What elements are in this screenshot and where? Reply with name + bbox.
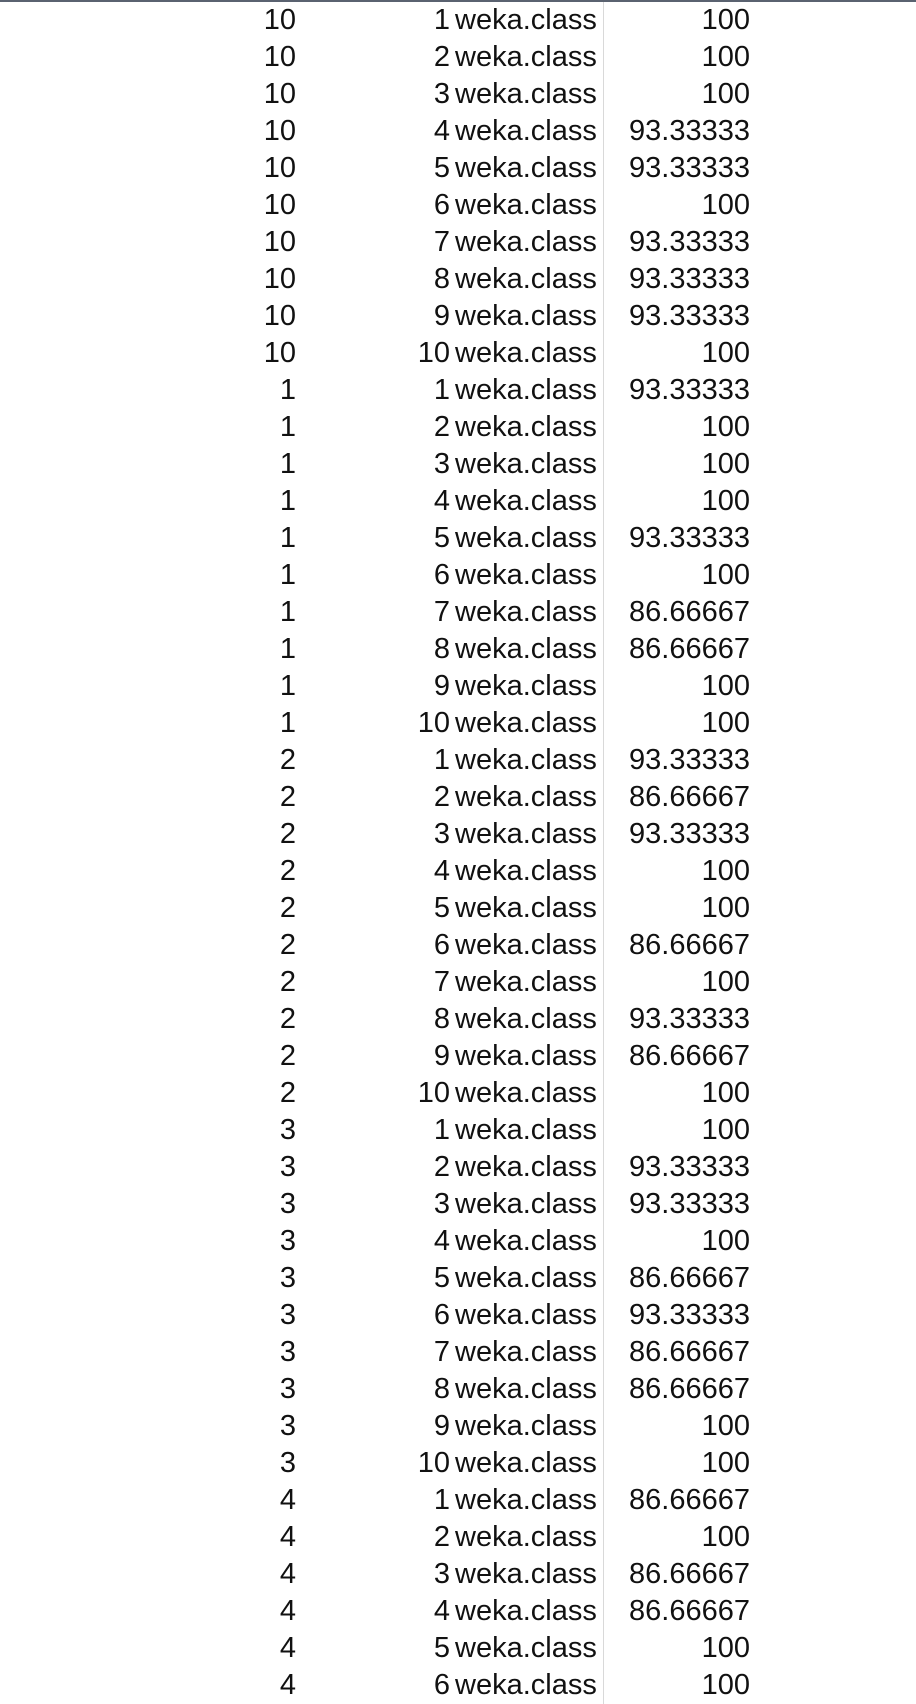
cell-run[interactable]: 3 [279,1373,296,1405]
cell-scheme[interactable]: weka.class [455,113,604,150]
cell-scheme[interactable]: weka.class [455,927,604,964]
cell-fold[interactable]: 9 [433,300,450,332]
cell-percent-correct[interactable]: 93.33333 [629,1188,750,1220]
cell-fold[interactable]: 3 [433,1188,450,1220]
cell-scheme[interactable]: weka.class [455,39,604,76]
cell-fold[interactable]: 8 [433,1003,450,1035]
cell-scheme[interactable]: weka.class [455,483,604,520]
cell-scheme[interactable]: weka.class [455,1038,604,1075]
cell-fold[interactable]: 1 [433,744,450,776]
cell-scheme[interactable]: weka.class [455,1371,604,1408]
table-row [0,1149,916,1186]
cell-run[interactable]: 10 [263,189,296,221]
table-row [0,927,916,964]
cell-run[interactable]: 2 [279,1077,296,1109]
cell-run[interactable]: 3 [279,1262,296,1294]
cell-scheme[interactable]: weka.class [455,668,604,705]
cell-fold[interactable]: 8 [433,633,450,665]
table-row [0,1260,916,1297]
cell-percent-correct[interactable]: 100 [701,1669,750,1701]
cell-run[interactable]: 3 [279,1114,296,1146]
cell-scheme[interactable]: weka.class [455,1667,604,1704]
cell-fold[interactable]: 3 [433,78,450,110]
cell-fold[interactable]: 10 [417,1447,450,1479]
cell-scheme[interactable]: weka.class [455,890,604,927]
cell-percent-correct[interactable]: 93.33333 [629,263,750,295]
cell-run[interactable]: 1 [279,633,296,665]
table-row [0,409,916,446]
cell-fold[interactable]: 6 [433,559,450,591]
cell-run[interactable]: 3 [279,1151,296,1183]
table-row [0,964,916,1001]
table-row [0,1112,916,1149]
cell-fold[interactable]: 10 [417,707,450,739]
table-row [0,1408,916,1445]
cell-run[interactable]: 2 [279,855,296,887]
cell-scheme[interactable]: weka.class [455,372,604,409]
table-row [0,853,916,890]
cell-percent-correct[interactable]: 100 [701,1225,750,1257]
cell-percent-correct[interactable]: 93.33333 [629,744,750,776]
cell-fold[interactable]: 3 [433,1558,450,1590]
cell-fold[interactable]: 4 [433,115,450,147]
cell-percent-correct[interactable]: 100 [701,189,750,221]
cell-fold[interactable]: 10 [417,337,450,369]
cell-run[interactable]: 1 [279,670,296,702]
table-row [0,594,916,631]
cell-scheme[interactable]: weka.class [455,1593,604,1630]
table-row [0,520,916,557]
cell-percent-correct[interactable]: 86.66667 [629,1484,750,1516]
table-row [0,1630,916,1667]
cell-scheme[interactable]: weka.class [455,557,604,594]
cell-run[interactable]: 4 [279,1632,296,1664]
cell-run[interactable]: 10 [263,78,296,110]
cell-run[interactable]: 2 [279,744,296,776]
table-row [0,816,916,853]
cell-fold[interactable]: 1 [433,4,450,36]
cell-scheme[interactable]: weka.class [455,1297,604,1334]
cell-run[interactable]: 3 [279,1410,296,1442]
cell-scheme[interactable]: weka.class [455,1001,604,1038]
table-row [0,446,916,483]
cell-scheme[interactable]: weka.class [455,631,604,668]
table-row [0,1445,916,1482]
cell-run[interactable]: 10 [263,337,296,369]
cell-scheme[interactable]: weka.class [455,1630,604,1667]
cell-percent-correct[interactable]: 100 [701,892,750,924]
cell-fold[interactable]: 5 [433,1262,450,1294]
cell-scheme[interactable]: weka.class [455,779,604,816]
cell-scheme[interactable]: weka.class [455,446,604,483]
cell-percent-correct[interactable]: 100 [701,707,750,739]
cell-scheme[interactable]: weka.class [455,1149,604,1186]
cell-run[interactable]: 2 [279,781,296,813]
table-row [0,2,916,39]
cell-run[interactable]: 1 [279,485,296,517]
cell-percent-correct[interactable]: 86.66667 [629,596,750,628]
cell-percent-correct[interactable]: 100 [701,411,750,443]
table-row [0,1593,916,1630]
cell-percent-correct[interactable]: 86.66667 [629,1595,750,1627]
cell-percent-correct[interactable]: 100 [701,4,750,36]
cell-percent-correct[interactable]: 93.33333 [629,226,750,258]
cell-percent-correct[interactable]: 86.66667 [629,633,750,665]
cell-fold[interactable]: 2 [433,411,450,443]
cell-run[interactable]: 2 [279,929,296,961]
cell-scheme[interactable]: weka.class [455,1556,604,1593]
cell-fold[interactable]: 2 [433,781,450,813]
cell-percent-correct[interactable]: 100 [701,1077,750,1109]
table-row [0,1482,916,1519]
cell-fold[interactable]: 2 [433,1521,450,1553]
cell-run[interactable]: 10 [263,263,296,295]
cell-percent-correct[interactable]: 86.66667 [629,1373,750,1405]
cell-percent-correct[interactable]: 86.66667 [629,1040,750,1072]
cell-percent-correct[interactable]: 100 [701,337,750,369]
cell-percent-correct[interactable]: 86.66667 [629,1558,750,1590]
table-row [0,1001,916,1038]
cell-fold[interactable]: 9 [433,1410,450,1442]
table-row [0,779,916,816]
cell-percent-correct[interactable]: 93.33333 [629,818,750,850]
cell-fold[interactable]: 1 [433,1484,450,1516]
cell-fold[interactable]: 4 [433,855,450,887]
cell-fold[interactable]: 8 [433,1373,450,1405]
cell-percent-correct[interactable]: 93.33333 [629,1151,750,1183]
cell-percent-correct[interactable]: 100 [701,78,750,110]
cell-fold[interactable]: 10 [417,1077,450,1109]
cell-fold[interactable]: 4 [433,1225,450,1257]
cell-run[interactable]: 10 [263,41,296,73]
table-row [0,1667,916,1704]
cell-scheme[interactable]: weka.class [455,2,604,39]
table-row [0,1186,916,1223]
cell-fold[interactable]: 2 [433,41,450,73]
cell-scheme[interactable]: weka.class [455,1223,604,1260]
table-row [0,261,916,298]
cell-fold[interactable]: 2 [433,1151,450,1183]
cell-scheme[interactable]: weka.class [455,187,604,224]
cell-percent-correct[interactable]: 86.66667 [629,781,750,813]
cell-scheme[interactable]: weka.class [455,705,604,742]
cell-scheme[interactable]: weka.class [455,150,604,187]
table-row [0,1038,916,1075]
cell-run[interactable]: 3 [279,1299,296,1331]
cell-run[interactable]: 4 [279,1521,296,1553]
table-row [0,113,916,150]
cell-run[interactable]: 1 [279,596,296,628]
table-row [0,668,916,705]
cell-run[interactable]: 1 [279,522,296,554]
cell-fold[interactable]: 3 [433,448,450,480]
cell-scheme[interactable]: weka.class [455,224,604,261]
cell-fold[interactable]: 4 [433,485,450,517]
cell-percent-correct[interactable]: 93.33333 [629,374,750,406]
table-row [0,1334,916,1371]
table-row [0,298,916,335]
cell-percent-correct[interactable]: 93.33333 [629,522,750,554]
cell-scheme[interactable]: weka.class [455,409,604,446]
cell-scheme[interactable]: weka.class [455,853,604,890]
cell-run[interactable]: 10 [263,4,296,36]
cell-run[interactable]: 1 [279,411,296,443]
cell-run[interactable]: 3 [279,1225,296,1257]
cell-percent-correct[interactable]: 100 [701,559,750,591]
table-row [0,187,916,224]
cell-run[interactable]: 2 [279,818,296,850]
table-row [0,705,916,742]
cell-run[interactable]: 3 [279,1447,296,1479]
table-row [0,631,916,668]
cell-scheme[interactable]: weka.class [455,594,604,631]
table-row [0,150,916,187]
cell-run[interactable]: 2 [279,1040,296,1072]
cell-fold[interactable]: 7 [433,1336,450,1368]
cell-percent-correct[interactable]: 100 [701,1447,750,1479]
cell-percent-correct[interactable]: 100 [701,1410,750,1442]
cell-scheme[interactable]: weka.class [455,1075,604,1112]
cell-fold[interactable]: 6 [433,929,450,961]
cell-fold[interactable]: 1 [433,1114,450,1146]
table-row [0,557,916,594]
cell-scheme[interactable]: weka.class [455,1186,604,1223]
cell-run[interactable]: 10 [263,115,296,147]
cell-run[interactable]: 4 [279,1484,296,1516]
cell-run[interactable]: 1 [279,448,296,480]
cell-run[interactable]: 10 [263,226,296,258]
cell-scheme[interactable]: weka.class [455,76,604,113]
cell-fold[interactable]: 6 [433,189,450,221]
cell-percent-correct[interactable]: 100 [701,670,750,702]
table-row [0,1556,916,1593]
cell-percent-correct[interactable]: 100 [701,485,750,517]
cell-fold[interactable]: 9 [433,670,450,702]
cell-run[interactable]: 3 [279,1188,296,1220]
cell-scheme[interactable]: weka.class [455,261,604,298]
table-row [0,224,916,261]
cell-percent-correct[interactable]: 93.33333 [629,300,750,332]
cell-scheme[interactable]: weka.class [455,1260,604,1297]
cell-run[interactable]: 3 [279,1336,296,1368]
cell-run[interactable]: 10 [263,152,296,184]
cell-run[interactable]: 2 [279,966,296,998]
cell-fold[interactable]: 4 [433,1595,450,1627]
cell-percent-correct[interactable]: 100 [701,1114,750,1146]
cell-fold[interactable]: 5 [433,1632,450,1664]
cell-run[interactable]: 4 [279,1558,296,1590]
cell-fold[interactable]: 7 [433,966,450,998]
cell-percent-correct[interactable]: 100 [701,41,750,73]
cell-run[interactable]: 2 [279,892,296,924]
cell-fold[interactable]: 7 [433,226,450,258]
cell-scheme[interactable]: weka.class [455,335,604,372]
cell-fold[interactable]: 7 [433,596,450,628]
cell-fold[interactable]: 1 [433,374,450,406]
table-row [0,1297,916,1334]
table-row [0,1371,916,1408]
cell-percent-correct[interactable]: 100 [701,855,750,887]
table-row [0,76,916,113]
table-row [0,1519,916,1556]
cell-percent-correct[interactable]: 93.33333 [629,152,750,184]
cell-percent-correct[interactable]: 93.33333 [629,115,750,147]
cell-scheme[interactable]: weka.class [455,964,604,1001]
cell-fold[interactable]: 5 [433,522,450,554]
table-row [0,1075,916,1112]
cell-scheme[interactable]: weka.class [455,1519,604,1556]
cell-scheme[interactable]: weka.class [455,298,604,335]
cell-percent-correct[interactable]: 100 [701,448,750,480]
cell-percent-correct[interactable]: 100 [701,966,750,998]
cell-percent-correct[interactable]: 100 [701,1632,750,1664]
cell-run[interactable]: 4 [279,1669,296,1701]
cell-percent-correct[interactable]: 86.66667 [629,929,750,961]
cell-scheme[interactable]: weka.class [455,1408,604,1445]
cell-scheme[interactable]: weka.class [455,520,604,557]
spreadsheet-grid[interactable] [0,2,916,1704]
cell-scheme[interactable]: weka.class [455,1112,604,1149]
cell-fold[interactable]: 5 [433,892,450,924]
cell-scheme[interactable]: weka.class [455,816,604,853]
cell-percent-correct[interactable]: 100 [701,1521,750,1553]
table-row [0,483,916,520]
cell-scheme[interactable]: weka.class [455,1445,604,1482]
table-row [0,372,916,409]
cell-fold[interactable]: 6 [433,1669,450,1701]
cell-fold[interactable]: 5 [433,152,450,184]
table-row [0,742,916,779]
cell-scheme[interactable]: weka.class [455,1482,604,1519]
cell-fold[interactable]: 8 [433,263,450,295]
cell-percent-correct[interactable]: 86.66667 [629,1336,750,1368]
table-row [0,335,916,372]
cell-fold[interactable]: 9 [433,1040,450,1072]
table-row [0,39,916,76]
table-row [0,890,916,927]
cell-run[interactable]: 2 [279,1003,296,1035]
cell-percent-correct[interactable]: 86.66667 [629,1262,750,1294]
cell-percent-correct[interactable]: 93.33333 [629,1299,750,1331]
cell-scheme[interactable]: weka.class [455,742,604,779]
cell-run[interactable]: 10 [263,300,296,332]
cell-fold[interactable]: 3 [433,818,450,850]
cell-fold[interactable]: 6 [433,1299,450,1331]
cell-run[interactable]: 4 [279,1595,296,1627]
cell-run[interactable]: 1 [279,707,296,739]
cell-run[interactable]: 1 [279,374,296,406]
cell-run[interactable]: 1 [279,559,296,591]
cell-percent-correct[interactable]: 93.33333 [629,1003,750,1035]
table-row [0,1223,916,1260]
cell-scheme[interactable]: weka.class [455,1334,604,1371]
